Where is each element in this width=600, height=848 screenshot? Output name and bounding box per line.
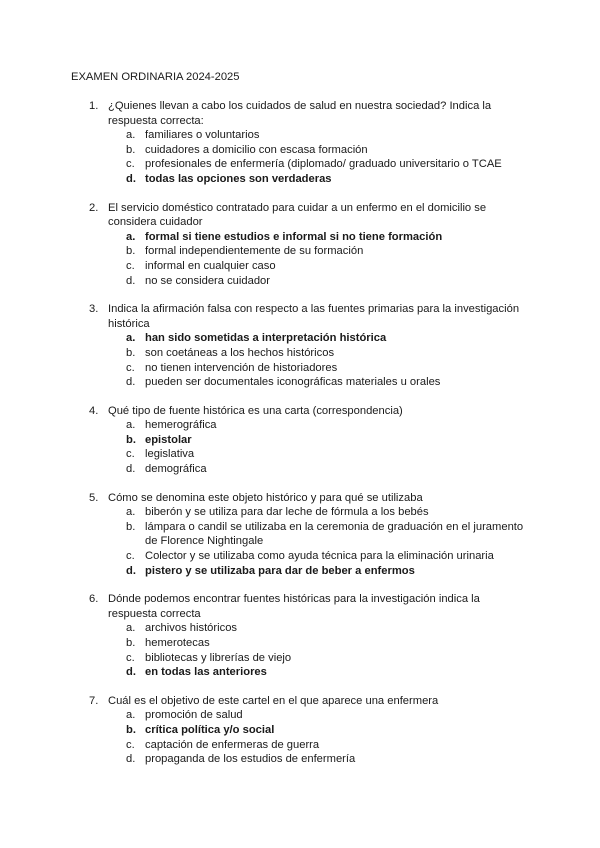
option-letter: a. bbox=[126, 419, 136, 432]
option-item bbox=[71, 244, 531, 259]
option-text: demográfica bbox=[145, 463, 207, 476]
option-item bbox=[71, 651, 531, 666]
question-text: Cómo se denomina este objeto histórico y para qué se utilizaba bbox=[108, 491, 423, 504]
option-letter: c. bbox=[126, 550, 135, 563]
option-letter: d. bbox=[126, 376, 136, 389]
option-item bbox=[71, 752, 531, 767]
option-letter: a. bbox=[126, 332, 136, 345]
question-item bbox=[71, 404, 531, 477]
question-item bbox=[71, 302, 531, 390]
question-number: 6. bbox=[89, 593, 99, 606]
option-item bbox=[71, 143, 531, 158]
option-text: hemerográfica bbox=[145, 419, 217, 432]
option-item-correct bbox=[71, 723, 531, 738]
option-letter: b. bbox=[126, 143, 136, 156]
option-item bbox=[71, 157, 531, 172]
option-text: epistolar bbox=[145, 433, 192, 446]
document-title: EXAMEN ORDINARIA 2024-2025 bbox=[71, 71, 240, 83]
option-letter: a. bbox=[126, 230, 136, 243]
option-letter: a. bbox=[126, 709, 136, 722]
option-text: informal en cualquier caso bbox=[145, 259, 276, 272]
option-text: captación de enfermeras de guerra bbox=[145, 738, 320, 751]
option-item bbox=[71, 520, 531, 549]
option-list bbox=[71, 708, 531, 766]
option-item-correct bbox=[71, 564, 531, 579]
option-letter: d. bbox=[126, 274, 136, 287]
question-list bbox=[71, 99, 531, 781]
option-letter: b. bbox=[126, 723, 136, 736]
option-text: profesionales de enfermería (diplomado/ graduado universitario o TCAE bbox=[145, 158, 502, 171]
option-letter: d. bbox=[126, 753, 136, 766]
option-letter: c. bbox=[126, 738, 135, 751]
option-list bbox=[71, 230, 531, 288]
question-text: Cuál es el objetivo de este cartel en el que aparece una enfermera bbox=[108, 694, 439, 707]
option-item bbox=[71, 621, 531, 636]
option-text: lámpara o candil se utilizaba en la ceremonia de graduación en el juramento de Florence Nightingale bbox=[145, 520, 524, 548]
question-text: Indica la afirmación falsa con respecto a las fuentes primarias para la investigación histórica bbox=[108, 303, 520, 330]
option-item-correct bbox=[71, 665, 531, 680]
option-text: propaganda de los estudios de enfermería bbox=[145, 753, 356, 766]
option-item-correct bbox=[71, 172, 531, 187]
option-letter: c. bbox=[126, 448, 135, 461]
option-letter: c. bbox=[126, 259, 135, 272]
option-item bbox=[71, 447, 531, 462]
option-text: familiares o voluntarios bbox=[145, 129, 260, 142]
option-letter: b. bbox=[126, 433, 136, 446]
question-text: Qué tipo de fuente histórica es una carta (correspondencia) bbox=[108, 404, 403, 417]
option-letter: d. bbox=[126, 172, 136, 185]
option-item-correct bbox=[71, 433, 531, 448]
option-letter: c. bbox=[126, 651, 135, 664]
option-item-correct bbox=[71, 331, 531, 346]
option-text: archivos históricos bbox=[145, 622, 238, 635]
question-item bbox=[71, 201, 531, 289]
option-letter: b. bbox=[126, 245, 136, 258]
option-item-correct bbox=[71, 230, 531, 245]
question-number: 1. bbox=[89, 100, 99, 112]
option-letter: b. bbox=[126, 520, 136, 533]
option-text: son coetáneas a los hechos históricos bbox=[145, 346, 335, 359]
option-letter: d. bbox=[126, 666, 136, 679]
option-list bbox=[71, 418, 531, 476]
option-text: formal independientemente de su formación bbox=[145, 245, 364, 258]
question-number: 7. bbox=[89, 694, 99, 707]
option-letter: c. bbox=[126, 158, 135, 171]
option-item bbox=[71, 505, 531, 520]
question-item bbox=[71, 491, 531, 579]
option-text: promoción de salud bbox=[145, 709, 243, 722]
option-letter: a. bbox=[126, 506, 136, 519]
option-text: bibliotecas y librerías de viejo bbox=[145, 651, 292, 664]
option-item bbox=[71, 128, 531, 143]
option-item bbox=[71, 259, 531, 274]
option-text: Colector y se utilizaba como ayuda técnica para la eliminación urinaria bbox=[145, 550, 494, 563]
option-text: no tienen intervención de historiadores bbox=[145, 361, 338, 374]
option-text: no se considera cuidador bbox=[145, 274, 271, 287]
option-item bbox=[71, 549, 531, 564]
option-list bbox=[71, 331, 531, 389]
option-list bbox=[71, 621, 531, 679]
option-text: en todas las anteriores bbox=[145, 666, 267, 679]
option-item bbox=[71, 375, 531, 390]
option-letter: a. bbox=[126, 129, 136, 142]
option-item bbox=[71, 418, 531, 433]
question-item bbox=[71, 592, 531, 680]
option-text: han sido sometidas a interpretación histórica bbox=[145, 332, 387, 345]
option-text: biberón y se utiliza para dar leche de fórmula a los bebés bbox=[145, 506, 429, 519]
option-letter: a. bbox=[126, 622, 136, 635]
option-item bbox=[71, 346, 531, 361]
question-number: 2. bbox=[89, 201, 99, 214]
question-item bbox=[71, 694, 531, 767]
question-number: 4. bbox=[89, 404, 99, 417]
question-number: 3. bbox=[89, 303, 99, 316]
option-item bbox=[71, 636, 531, 651]
question-text: El servicio doméstico contratado para cuidar a un enfermo en el domicilio se considera cuidador bbox=[108, 201, 487, 229]
option-item bbox=[71, 361, 531, 376]
option-letter: d. bbox=[126, 564, 136, 577]
question-number: 5. bbox=[89, 491, 99, 504]
option-text: crítica política y/o social bbox=[145, 723, 275, 736]
option-item bbox=[71, 462, 531, 477]
option-list bbox=[71, 128, 531, 186]
option-letter: d. bbox=[126, 463, 136, 476]
option-item bbox=[71, 738, 531, 753]
question-item bbox=[71, 99, 531, 187]
option-text: formal si tiene estudios e informal si no tiene formación bbox=[145, 230, 443, 243]
question-text: ¿Quienes llevan a cabo los cuidados de salud en nuestra sociedad? Indica la respuesta correcta: bbox=[108, 100, 492, 127]
option-letter: b. bbox=[126, 346, 136, 359]
option-text: pueden ser documentales iconográficas materiales u orales bbox=[145, 376, 441, 389]
option-letter: c. bbox=[126, 361, 135, 374]
option-text: legislativa bbox=[145, 448, 195, 461]
option-letter: b. bbox=[126, 637, 136, 649]
option-text: cuidadores a domicilio con escasa formación bbox=[145, 143, 368, 156]
option-item bbox=[71, 274, 531, 289]
option-item bbox=[71, 708, 531, 723]
option-text: todas las opciones son verdaderas bbox=[145, 172, 332, 185]
question-text: Dónde podemos encontrar fuentes históricas para la investigación indica la respuesta correcta bbox=[108, 593, 480, 620]
option-text: hemerotecas bbox=[145, 637, 210, 649]
option-text: pistero y se utilizaba para dar de beber a enfermos bbox=[145, 564, 415, 577]
option-list bbox=[71, 505, 531, 578]
